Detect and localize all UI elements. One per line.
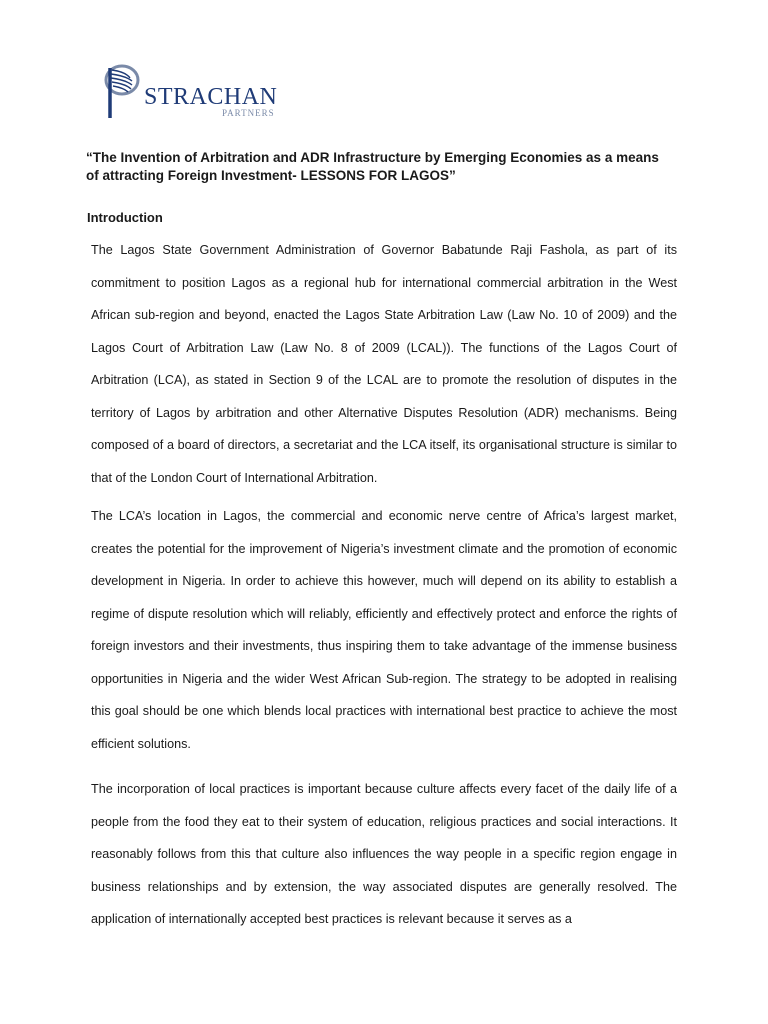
paragraph-2: The LCA’s location in Lagos, the commercial and economic nerve centre of Africa’s largest market, creates the potential for the improvement of Nigeria’s investment climate and the promotion of economic development in Nigeria. In order to achieve this however, much will depend on its ability to establish a regime of dispute resolution which will reliably, efficiently and effectively protect and enforce the rights of foreign investors and their investments, thus inspiring them to take advantage of the immense business opportunities in Nigeria and the wider West African Sub-region. The strategy to be adopted in realising this goal should be one which blends local practices with international best practice to achieve the most efficient solutions. [91,509,677,751]
title-line-2: of attracting Foreign Investment- LESSONS FOR LAGOS” [86,168,456,183]
paragraph-3: The incorporation of local practices is important because culture affects every facet of the daily life of a people from the food they eat to their system of education, religious practices and social interactions. It reasonably follows from this that culture also influences the way people in a specific region engage in business relationships and by extension, the way associated disputes are generally resolved. The application of internationally accepted best practices is relevant because it serves as a [91,782,677,926]
paragraph-1: The Lagos State Government Administration of Governor Babatunde Raji Fashola, as part of its commitment to position Lagos as a regional hub for international commercial arbitration in the West African sub-region and beyond, enacted the Lagos State Arbitration Law (Law No. 10 of 2009) and the Lagos Court of Arbitration Law (Law No. 8 of 2009 (LCAL)). The functions of the Lagos Court of Arbitration (LCA), as stated in Section 9 of the LCAL are to promote the resolution of disputes in the territory of Lagos by arbitration and other Alternative Disputes Resolution (ADR) mechanisms. Being composed of a board of directors, a secretariat and the LCA itself, its organisational structure is similar to that of the London Court of International Arbitration. [91,243,677,485]
title-line-1: “The Invention of Arbitration and ADR Infrastructure by Emerging Economies as a means [86,150,659,165]
logo-mark-icon [100,62,144,132]
section-heading: Introduction [87,210,163,225]
document-title [86,149,686,185]
logo-name: STRACHAN [144,84,278,110]
logo-subtitle: PARTNERS [222,108,275,118]
company-logo [100,62,280,132]
